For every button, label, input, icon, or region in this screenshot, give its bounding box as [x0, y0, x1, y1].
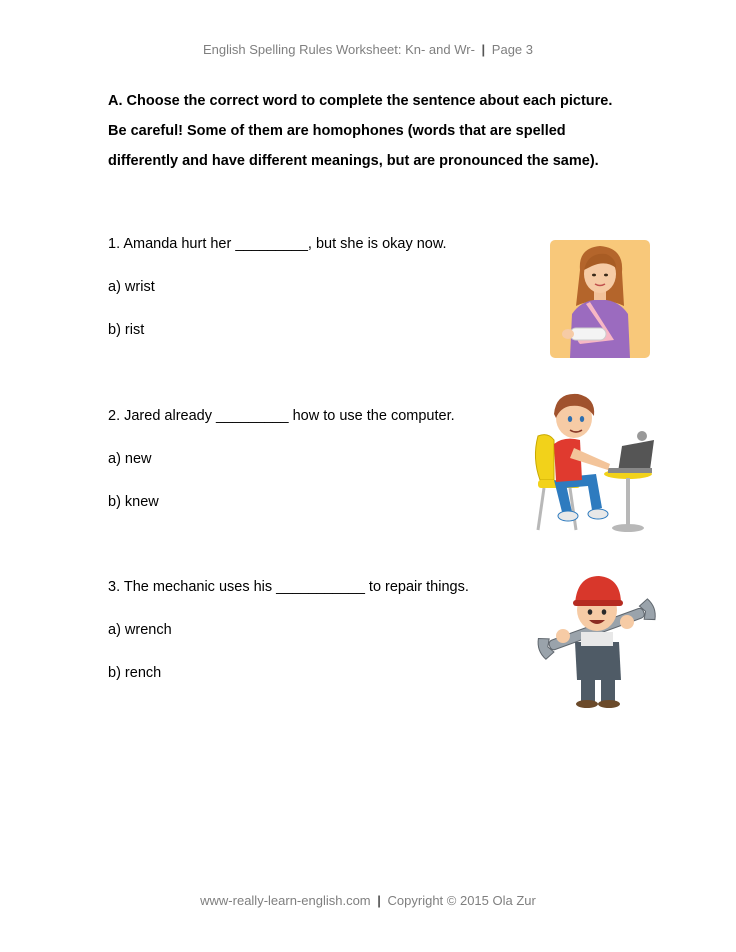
- boy-at-computer-picture: [530, 388, 660, 534]
- question-3-option-a[interactable]: a) wrench: [108, 622, 172, 638]
- page-header: [0, 42, 736, 57]
- copyright-text: Copyright © 2015 Ola Zur: [387, 893, 536, 908]
- girl-with-arm-sling-picture: [550, 240, 650, 358]
- website-link[interactable]: www-really-learn-english.com: [200, 893, 371, 908]
- instructions-line-1: A. Choose the correct word to complete the sentence about each picture.: [108, 93, 613, 109]
- question-1-option-b[interactable]: b) rist: [108, 322, 145, 338]
- question-1-prompt: 1. Amanda hurt her _________, but she is okay now.: [108, 236, 447, 252]
- page-number: Page 3: [491, 42, 533, 57]
- header-separator: |: [481, 42, 486, 57]
- question-1: [108, 234, 447, 363]
- page-footer: [0, 893, 736, 908]
- question-2-option-b[interactable]: b) knew: [108, 494, 159, 510]
- footer-separator: |: [377, 893, 381, 908]
- question-3-option-b[interactable]: b) rench: [108, 665, 162, 681]
- question-2-option-a[interactable]: a) new: [108, 451, 152, 467]
- question-1-option-a[interactable]: a) wrist: [108, 279, 155, 295]
- question-3-prompt: 3. The mechanic uses his ___________ to repair things.: [108, 579, 469, 595]
- mechanic-with-wrench-picture: [535, 570, 660, 710]
- question-3: [108, 577, 469, 706]
- instructions: [108, 86, 668, 176]
- question-2-prompt: 2. Jared already _________ how to use the computer.: [108, 408, 455, 424]
- question-2: [108, 406, 455, 535]
- worksheet-title: English Spelling Rules Worksheet: Kn- and Wr-: [202, 42, 475, 57]
- instructions-line-3: differently and have different meanings, but are pronounced the same).: [108, 153, 599, 169]
- instructions-line-2: Be careful! Some of them are homophones (words that are spelled: [108, 123, 566, 139]
